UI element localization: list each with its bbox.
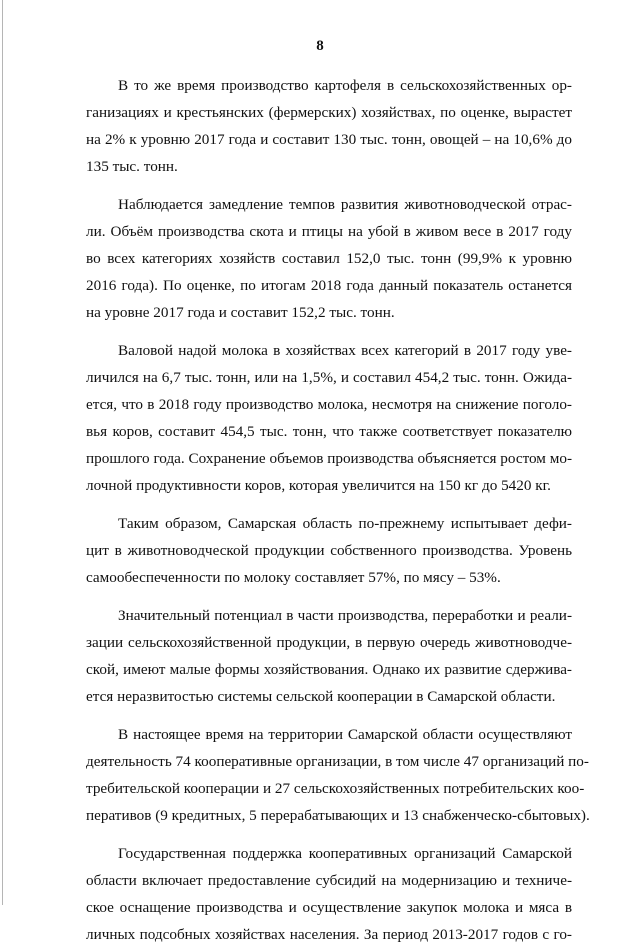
paragraph [86, 840, 572, 948]
text-line: деятельность 74 кооперативные организации, в том числе 47 организаций по- [86, 753, 589, 770]
text-line: ется, что в 2018 году производство молока, несмотря на снижение поголо- [86, 396, 572, 413]
text-line: 2016 года). По оценке, по итогам 2018 года данный показатель останется [86, 277, 572, 294]
page-number: 8 [316, 38, 324, 54]
text-line: В то же время производство картофеля в сельскохозяйственных ор- [118, 77, 572, 94]
text-line: на уровне 2017 года и составит 152,2 тыс. тонн. [86, 304, 395, 321]
text-line: зации сельскохозяйственной продукции, в первую очередь животноводче- [86, 634, 572, 651]
text-line: на 2% к уровню 2017 года и составит 130 тыс. тонн, овощей – на 10,6% до [86, 131, 572, 148]
text-line: во всех категориях хозяйств составил 152,0 тыс. тонн (99,9% к уровню [86, 250, 572, 267]
text-line: перативов (9 кредитных, 5 перерабатывающих и 13 снабженческо-сбытовых). [86, 807, 590, 824]
text-line: 135 тыс. тонн. [86, 158, 178, 175]
paragraph-spacer [86, 326, 572, 337]
paragraph-spacer [86, 829, 572, 840]
paragraph [86, 721, 590, 829]
text-line: области включает предоставление субсидий на модернизацию и техниче- [86, 872, 572, 889]
text-line: Значительный потенциал в части производства, переработки и реали- [118, 607, 572, 624]
scan-edge-line [2, 0, 3, 905]
text-line: требительской кооперации и 27 сельскохозяйственных потребительских коо- [86, 780, 585, 797]
text-line: Государственная поддержка кооперативных организаций Самарской [118, 845, 572, 862]
text-line: личных подсобных хозяйствах населения. За период 2013-2017 годов с го- [86, 926, 572, 943]
text-line: личился на 6,7 тыс. тонн, или на 1,5%, и составил 454,2 тыс. тонн. Ожида- [86, 369, 572, 386]
paragraph [86, 602, 572, 710]
text-line: прошлого года. Сохранение объемов производства объясняется ростом мо- [86, 450, 572, 467]
text-line: вья коров, составит 454,5 тыс. тонн, что также соответствует показателю [86, 423, 572, 440]
paragraph [86, 191, 572, 326]
text-line: В настоящее время на территории Самарской области осуществляют [118, 726, 572, 743]
paragraph [86, 72, 572, 180]
paragraph [86, 337, 572, 499]
text-line: ское оснащение производства и осуществление закупок молока и мяса в [86, 899, 572, 916]
paragraph-spacer [86, 591, 572, 602]
text-line: ли. Объём производства скота и птицы на убой в живом весе в 2017 году [86, 223, 572, 240]
paragraph-spacer [86, 710, 572, 721]
text-line: ской, имеют малые формы хозяйствования. Однако их развитие сдержива- [86, 661, 572, 678]
paragraph-spacer [86, 180, 572, 191]
text-line: Таким образом, Самарская область по-прежнему испытывает дефи- [118, 515, 572, 532]
text-line: ганизациях и крестьянских (фермерских) хозяйствах, по оценке, вырастет [86, 104, 572, 121]
text-line: цит в животноводческой продукции собственного производства. Уровень [86, 542, 572, 559]
text-line: ется неразвитостью системы сельской кооперации в Самарской области. [86, 688, 556, 705]
document-body [86, 72, 590, 948]
text-line: самообеспеченности по молоку составляет 57%, по мясу – 53%. [86, 569, 501, 586]
paragraph [86, 510, 572, 591]
text-line: Наблюдается замедление темпов развития животноводческой отрас- [118, 196, 572, 213]
paragraph-spacer [86, 499, 572, 510]
text-line: Валовой надой молока в хозяйствах всех категорий в 2017 году уве- [118, 342, 572, 359]
text-line: лочной продуктивности коров, которая увеличится на 150 кг до 5420 кг. [86, 477, 551, 494]
